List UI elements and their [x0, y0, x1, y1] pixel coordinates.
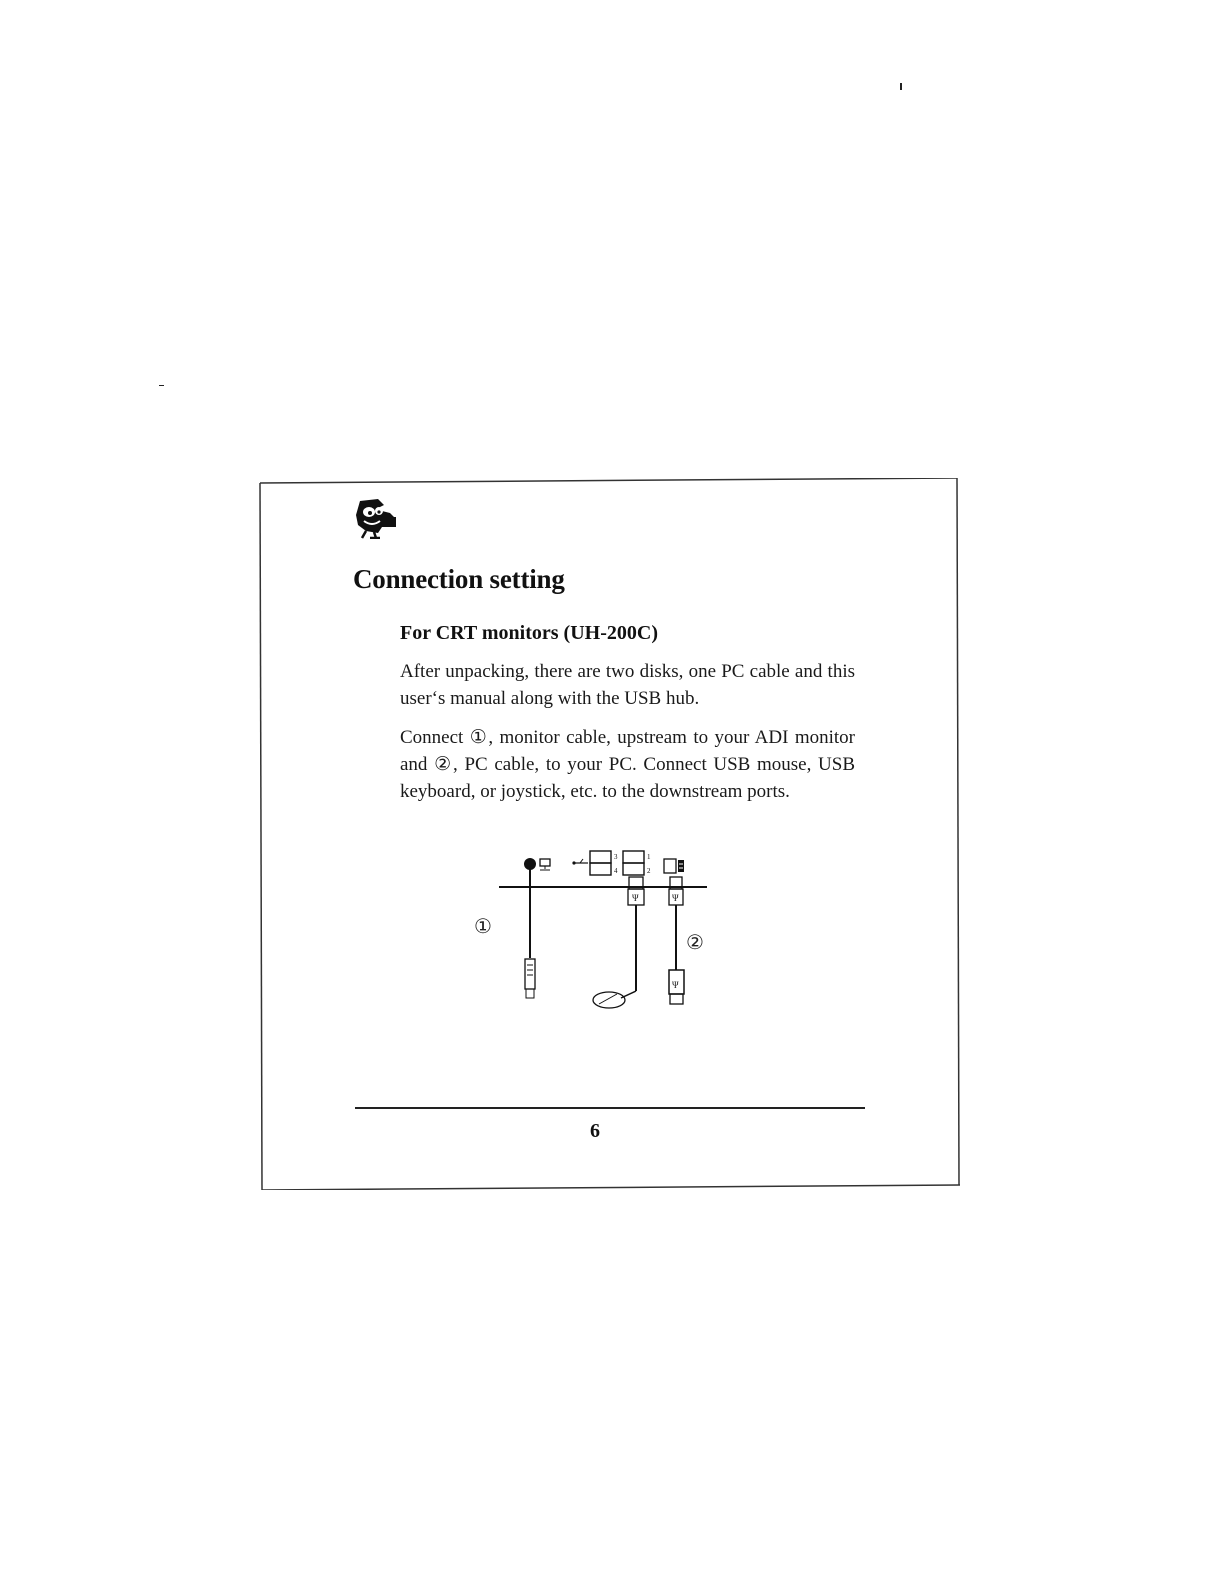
callout-pc-cable: ② [686, 932, 704, 954]
page-number: 6 [590, 1120, 600, 1142]
svg-text:Ψ: Ψ [632, 893, 639, 903]
svg-text:2: 2 [647, 867, 651, 875]
callout-monitor-cable: ① [474, 916, 492, 938]
section-subtitle: For CRT monitors (UH-200C) [400, 622, 658, 644]
section-title: Connection setting [353, 564, 565, 594]
svg-text:Ψ: Ψ [672, 893, 679, 903]
downstream-ports [590, 851, 651, 875]
instructions-paragraph: Connect ①, monitor cable, upstream to your ADI monitor and ②, PC cable, to your PC. Connect USB mouse, USB keyboard, or joystick, etc. to the downstream ports. [400, 727, 855, 802]
scan-speck [159, 385, 164, 386]
mascot-icon [352, 497, 398, 539]
svg-text:Ψ: Ψ [672, 980, 679, 990]
connection-diagram [459, 843, 719, 1013]
footer-rule [355, 1107, 865, 1109]
page-frame [259, 478, 960, 1190]
scan-speck [900, 83, 902, 90]
monitor-icon [540, 859, 550, 870]
intro-paragraph: After unpacking, there are two disks, one PC cable and this user‘s manual along with the USB hub. [400, 661, 855, 709]
mouse-icon [593, 992, 625, 1008]
svg-text:3: 3 [614, 853, 618, 861]
power-icon [664, 859, 684, 873]
svg-text:4: 4 [614, 867, 618, 875]
svg-text:1: 1 [647, 853, 651, 861]
usb-symbol-icon [572, 859, 588, 865]
